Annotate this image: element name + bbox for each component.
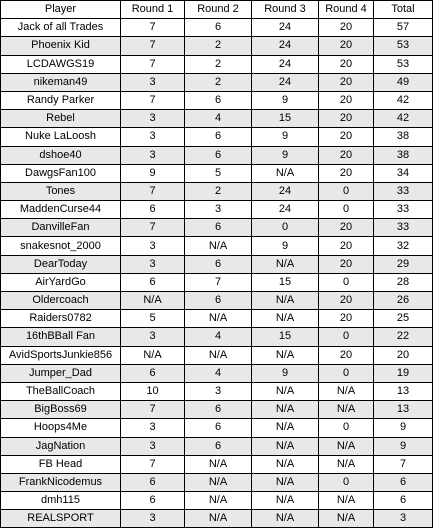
total-cell: 7: [374, 455, 433, 473]
round-3-cell: N/A: [252, 473, 319, 491]
round-2-cell: 6: [185, 255, 252, 273]
round-4-cell: 0: [319, 419, 374, 437]
round-2-cell: 2: [185, 55, 252, 73]
table-row: [1, 273, 433, 291]
table-row: [1, 419, 433, 437]
round-4-cell: 20: [319, 128, 374, 146]
player-cell: BigBoss69: [1, 401, 121, 419]
total-cell: 57: [374, 19, 433, 37]
round-2-cell: 4: [185, 364, 252, 382]
round-1-cell: 3: [121, 328, 185, 346]
round-3-cell: 24: [252, 19, 319, 37]
round-3-cell: 24: [252, 182, 319, 200]
round-2-cell: 3: [185, 382, 252, 400]
table-row: [1, 328, 433, 346]
round-3-cell: N/A: [252, 255, 319, 273]
total-cell: 42: [374, 110, 433, 128]
round-3-cell: N/A: [252, 382, 319, 400]
round-4-cell: N/A: [319, 455, 374, 473]
round-1-cell: 3: [121, 437, 185, 455]
round-4-cell: 20: [319, 310, 374, 328]
round-3-cell: 9: [252, 364, 319, 382]
total-cell: 13: [374, 401, 433, 419]
round-3-cell: N/A: [252, 455, 319, 473]
table-row: [1, 219, 433, 237]
round-4-cell: N/A: [319, 437, 374, 455]
table-row: [1, 19, 433, 37]
round-1-cell: 3: [121, 73, 185, 91]
table-row: [1, 201, 433, 219]
round-3-cell: N/A: [252, 310, 319, 328]
round-3-cell: 15: [252, 110, 319, 128]
round-3-cell: 24: [252, 73, 319, 91]
round-1-cell: 6: [121, 492, 185, 510]
round-4-cell: 0: [319, 328, 374, 346]
total-cell: 28: [374, 273, 433, 291]
round-1-cell: 7: [121, 55, 185, 73]
round-4-cell: 20: [319, 164, 374, 182]
header-total: Total: [374, 1, 433, 19]
round-4-cell: 20: [319, 110, 374, 128]
round-1-cell: 7: [121, 219, 185, 237]
round-3-cell: 9: [252, 128, 319, 146]
table-row: [1, 346, 433, 364]
round-3-cell: 9: [252, 146, 319, 164]
header-round-4: Round 4: [319, 1, 374, 19]
round-3-cell: N/A: [252, 437, 319, 455]
table-row: [1, 292, 433, 310]
total-cell: 13: [374, 382, 433, 400]
player-cell: Oldercoach: [1, 292, 121, 310]
total-cell: 3: [374, 510, 433, 528]
round-2-cell: 4: [185, 328, 252, 346]
round-2-cell: 6: [185, 292, 252, 310]
header-row: [1, 1, 433, 19]
total-cell: 33: [374, 201, 433, 219]
player-cell: Nuke LaLoosh: [1, 128, 121, 146]
round-4-cell: N/A: [319, 492, 374, 510]
total-cell: 38: [374, 146, 433, 164]
round-4-cell: N/A: [319, 510, 374, 528]
table-row: [1, 310, 433, 328]
table-row: [1, 255, 433, 273]
round-1-cell: 6: [121, 201, 185, 219]
header-round-3: Round 3: [252, 1, 319, 19]
round-3-cell: N/A: [252, 510, 319, 528]
round-2-cell: N/A: [185, 310, 252, 328]
round-4-cell: 20: [319, 37, 374, 55]
total-cell: 42: [374, 91, 433, 109]
round-2-cell: 2: [185, 37, 252, 55]
round-2-cell: 6: [185, 91, 252, 109]
round-4-cell: 20: [319, 19, 374, 37]
table-row: [1, 182, 433, 200]
total-cell: 33: [374, 219, 433, 237]
round-1-cell: 10: [121, 382, 185, 400]
round-3-cell: 9: [252, 91, 319, 109]
round-1-cell: 6: [121, 364, 185, 382]
round-2-cell: 6: [185, 19, 252, 37]
round-4-cell: N/A: [319, 401, 374, 419]
round-4-cell: 0: [319, 364, 374, 382]
round-4-cell: 0: [319, 473, 374, 491]
round-2-cell: N/A: [185, 237, 252, 255]
total-cell: 34: [374, 164, 433, 182]
table-row: [1, 73, 433, 91]
round-2-cell: N/A: [185, 455, 252, 473]
round-2-cell: 6: [185, 419, 252, 437]
table-row: [1, 110, 433, 128]
table-row: [1, 55, 433, 73]
round-4-cell: 20: [319, 346, 374, 364]
round-2-cell: N/A: [185, 492, 252, 510]
table-row: [1, 128, 433, 146]
round-2-cell: 3: [185, 201, 252, 219]
total-cell: 29: [374, 255, 433, 273]
round-4-cell: N/A: [319, 382, 374, 400]
round-1-cell: 3: [121, 128, 185, 146]
table-row: [1, 510, 433, 528]
round-3-cell: N/A: [252, 164, 319, 182]
round-4-cell: 0: [319, 201, 374, 219]
round-2-cell: 4: [185, 110, 252, 128]
total-cell: 38: [374, 128, 433, 146]
total-cell: 25: [374, 310, 433, 328]
player-cell: Randy Parker: [1, 91, 121, 109]
player-cell: snakesnot_2000: [1, 237, 121, 255]
round-3-cell: N/A: [252, 401, 319, 419]
player-cell: DearToday: [1, 255, 121, 273]
round-4-cell: 20: [319, 255, 374, 273]
round-3-cell: 15: [252, 328, 319, 346]
round-2-cell: 6: [185, 219, 252, 237]
player-cell: nikeman49: [1, 73, 121, 91]
player-cell: Rebel: [1, 110, 121, 128]
player-cell: 16thBBall Fan: [1, 328, 121, 346]
player-cell: JagNation: [1, 437, 121, 455]
table-row: [1, 364, 433, 382]
round-4-cell: 0: [319, 273, 374, 291]
round-1-cell: 3: [121, 110, 185, 128]
round-1-cell: N/A: [121, 292, 185, 310]
total-cell: 22: [374, 328, 433, 346]
round-2-cell: 2: [185, 73, 252, 91]
round-1-cell: 7: [121, 401, 185, 419]
round-4-cell: 20: [319, 237, 374, 255]
player-cell: Raiders0782: [1, 310, 121, 328]
round-3-cell: 0: [252, 219, 319, 237]
round-1-cell: 7: [121, 455, 185, 473]
round-1-cell: 7: [121, 182, 185, 200]
round-4-cell: 20: [319, 73, 374, 91]
round-3-cell: 9: [252, 237, 319, 255]
total-cell: 6: [374, 473, 433, 491]
player-cell: dshoe40: [1, 146, 121, 164]
table-row: [1, 382, 433, 400]
round-1-cell: 3: [121, 237, 185, 255]
player-cell: TheBallCoach: [1, 382, 121, 400]
round-1-cell: 7: [121, 91, 185, 109]
player-cell: Jack of all Trades: [1, 19, 121, 37]
round-2-cell: 2: [185, 182, 252, 200]
table-row: [1, 473, 433, 491]
round-3-cell: N/A: [252, 346, 319, 364]
round-4-cell: 20: [319, 91, 374, 109]
total-cell: 26: [374, 292, 433, 310]
total-cell: 9: [374, 419, 433, 437]
total-cell: 20: [374, 346, 433, 364]
round-4-cell: 0: [319, 182, 374, 200]
player-cell: DanvilleFan: [1, 219, 121, 237]
round-2-cell: 5: [185, 164, 252, 182]
round-2-cell: 6: [185, 146, 252, 164]
round-3-cell: 24: [252, 201, 319, 219]
round-1-cell: 3: [121, 255, 185, 273]
round-1-cell: 7: [121, 19, 185, 37]
round-1-cell: 6: [121, 273, 185, 291]
table-row: [1, 146, 433, 164]
player-cell: Phoenix Kid: [1, 37, 121, 55]
round-1-cell: 5: [121, 310, 185, 328]
round-2-cell: 6: [185, 128, 252, 146]
player-cell: LCDAWGS19: [1, 55, 121, 73]
round-1-cell: 3: [121, 419, 185, 437]
round-1-cell: 9: [121, 164, 185, 182]
round-1-cell: N/A: [121, 346, 185, 364]
player-cell: DawgsFan100: [1, 164, 121, 182]
player-cell: REALSPORT: [1, 510, 121, 528]
table-row: [1, 237, 433, 255]
header-round-1: Round 1: [121, 1, 185, 19]
total-cell: 49: [374, 73, 433, 91]
round-2-cell: N/A: [185, 510, 252, 528]
total-cell: 9: [374, 437, 433, 455]
player-cell: FrankNicodemus: [1, 473, 121, 491]
round-3-cell: 24: [252, 55, 319, 73]
round-2-cell: N/A: [185, 473, 252, 491]
round-1-cell: 3: [121, 146, 185, 164]
player-cell: Jumper_Dad: [1, 364, 121, 382]
round-1-cell: 6: [121, 473, 185, 491]
total-cell: 53: [374, 55, 433, 73]
round-3-cell: N/A: [252, 292, 319, 310]
player-cell: AirYardGo: [1, 273, 121, 291]
round-4-cell: 20: [319, 146, 374, 164]
player-cell: FB Head: [1, 455, 121, 473]
table-row: [1, 91, 433, 109]
round-4-cell: 20: [319, 55, 374, 73]
player-cell: Tones: [1, 182, 121, 200]
table-row: [1, 401, 433, 419]
round-3-cell: 24: [252, 37, 319, 55]
player-cell: dmh115: [1, 492, 121, 510]
round-1-cell: 3: [121, 510, 185, 528]
table-row: [1, 492, 433, 510]
total-cell: 33: [374, 182, 433, 200]
header-round-2: Round 2: [185, 1, 252, 19]
total-cell: 53: [374, 37, 433, 55]
round-1-cell: 7: [121, 37, 185, 55]
total-cell: 19: [374, 364, 433, 382]
round-2-cell: 6: [185, 437, 252, 455]
table-row: [1, 164, 433, 182]
table-row: [1, 455, 433, 473]
round-2-cell: N/A: [185, 346, 252, 364]
table-row: [1, 37, 433, 55]
round-3-cell: 15: [252, 273, 319, 291]
round-2-cell: 7: [185, 273, 252, 291]
round-2-cell: 6: [185, 401, 252, 419]
total-cell: 32: [374, 237, 433, 255]
player-cell: AvidSportsJunkie856: [1, 346, 121, 364]
player-cell: Hoops4Me: [1, 419, 121, 437]
total-cell: 6: [374, 492, 433, 510]
player-cell: MaddenCurse44: [1, 201, 121, 219]
round-3-cell: N/A: [252, 419, 319, 437]
round-3-cell: N/A: [252, 492, 319, 510]
round-4-cell: 20: [319, 292, 374, 310]
round-4-cell: 20: [319, 219, 374, 237]
header-player: Player: [1, 1, 121, 19]
table-row: [1, 437, 433, 455]
